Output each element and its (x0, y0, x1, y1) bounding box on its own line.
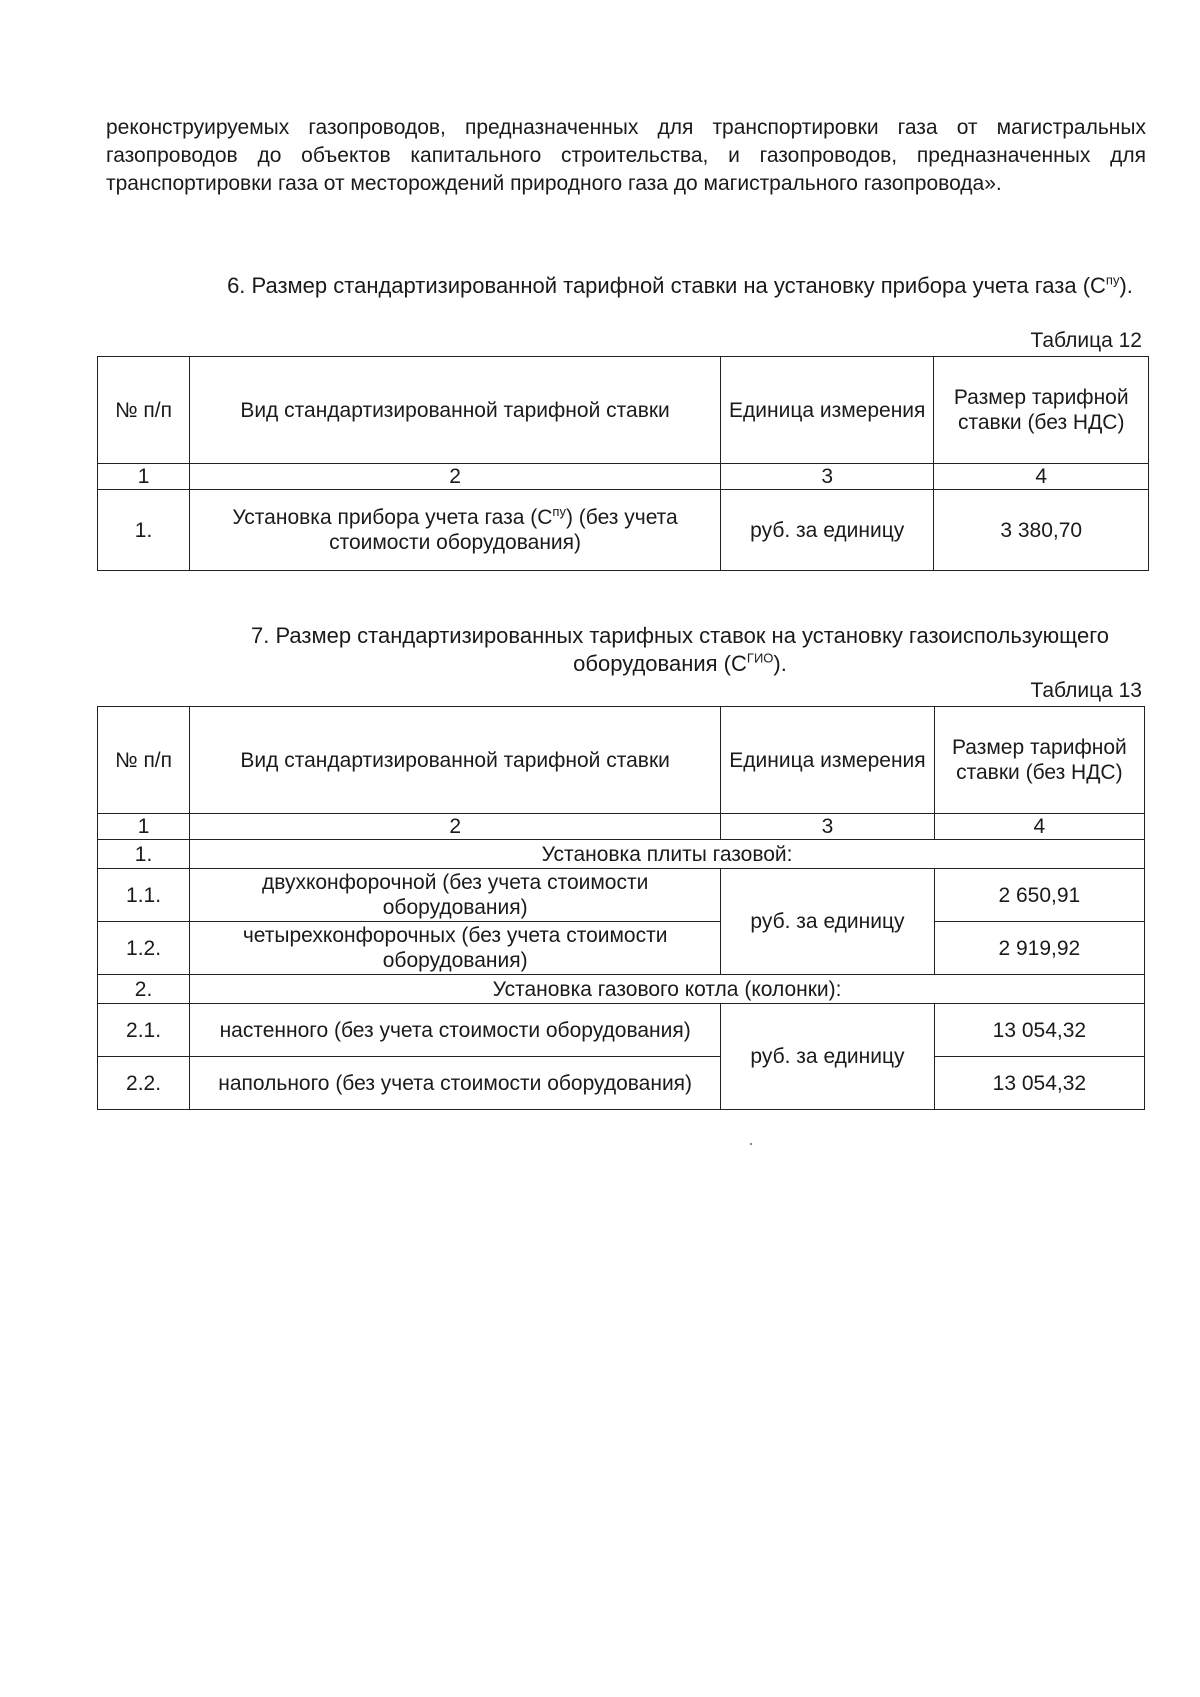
table-row (98, 1057, 1145, 1110)
rate-name: двухконфорочной (без учета стоимости оборудования) (190, 869, 721, 922)
table-row (98, 490, 1149, 571)
section-6-heading-superscript: пу (1105, 272, 1120, 288)
table-header-row (98, 357, 1149, 464)
section-6-heading-tail: ). (1119, 273, 1133, 298)
rate-name: настенного (без учета стоимости оборудования) (190, 1004, 721, 1057)
section-6-heading-text: 6. Размер стандартизированной тарифной ставки на установку прибора учета газа (С (227, 273, 1106, 298)
header-cell: № п/п (98, 357, 190, 464)
column-number: 4 (934, 814, 1144, 840)
row-number: 1. (98, 490, 190, 571)
rate-value: 2 919,92 (934, 922, 1144, 975)
unit: руб. за единицу (721, 869, 935, 975)
section-title: Установка плиты газовой: (190, 840, 1145, 869)
column-number-row (98, 464, 1149, 490)
header-cell: Размер тарифной ставки (без НДС) (934, 707, 1144, 814)
rate-value: 2 650,91 (934, 869, 1144, 922)
section-number: 2. (98, 975, 190, 1004)
section-7-heading-superscript: ГИО (746, 650, 774, 666)
table-12-label: Таблица 12 (1030, 329, 1142, 352)
section-6-heading (200, 272, 1160, 300)
table-row (98, 922, 1145, 975)
section-title: Установка газового котла (колонки): (190, 975, 1145, 1004)
row-number: 2.2. (98, 1057, 190, 1110)
header-cell: Вид стандартизированной тарифной ставки (190, 707, 721, 814)
row-number: 1.1. (98, 869, 190, 922)
header-cell: Единица измерения (721, 357, 934, 464)
column-number-row (98, 814, 1145, 840)
section-number: 1. (98, 840, 190, 869)
header-cell: № п/п (98, 707, 190, 814)
table-row (98, 1004, 1145, 1057)
table-13-label: Таблица 13 (1030, 679, 1142, 702)
rate-name-tail: ) (без учета стоимости оборудования) (329, 506, 678, 554)
column-number: 1 (98, 464, 190, 490)
table-12 (97, 356, 1149, 571)
rate-name (190, 490, 721, 571)
table-header-row (98, 707, 1145, 814)
rate-value: 13 054,32 (934, 1004, 1144, 1057)
section-row (98, 975, 1145, 1004)
rate-value: 3 380,70 (934, 490, 1149, 571)
column-number: 3 (721, 814, 935, 840)
unit: руб. за единицу (721, 1004, 935, 1110)
section-row (98, 840, 1145, 869)
column-number: 1 (98, 814, 190, 840)
section-7-heading-tail: ). (773, 651, 787, 676)
section-7-heading (200, 622, 1160, 678)
row-number: 1.2. (98, 922, 190, 975)
row-number: 2.1. (98, 1004, 190, 1057)
rate-name-text: Установка прибора учета газа (С (232, 506, 553, 529)
header-cell: Вид стандартизированной тарифной ставки (190, 357, 721, 464)
rate-name: четырехконфорочных (без учета стоимости оборудования) (190, 922, 721, 975)
column-number: 4 (934, 464, 1149, 490)
intro-paragraph: реконструируемых газопроводов, предназначенных для транспортировки газа от магистральных газопроводов до объектов капитального строительства, и газопроводов, предназначенных для транспортировки газа от месторождений природного газа до магистрального газопровода». (106, 116, 1146, 195)
table-13 (97, 706, 1145, 1110)
header-cell: Единица измерения (721, 707, 935, 814)
scan-speck (750, 1143, 752, 1145)
column-number: 2 (190, 464, 721, 490)
table-row (98, 869, 1145, 922)
unit: руб. за единицу (721, 490, 934, 571)
header-cell: Размер тарифной ставки (без НДС) (934, 357, 1149, 464)
section-7-heading-text: 7. Размер стандартизированных тарифных ставок на установку газоиспользующего оборудования (С (250, 623, 1109, 676)
column-number: 2 (190, 814, 721, 840)
rate-name: напольного (без учета стоимости оборудования) (190, 1057, 721, 1110)
column-number: 3 (721, 464, 934, 490)
rate-value: 13 054,32 (934, 1057, 1144, 1110)
rate-name-superscript: пу (552, 504, 566, 519)
